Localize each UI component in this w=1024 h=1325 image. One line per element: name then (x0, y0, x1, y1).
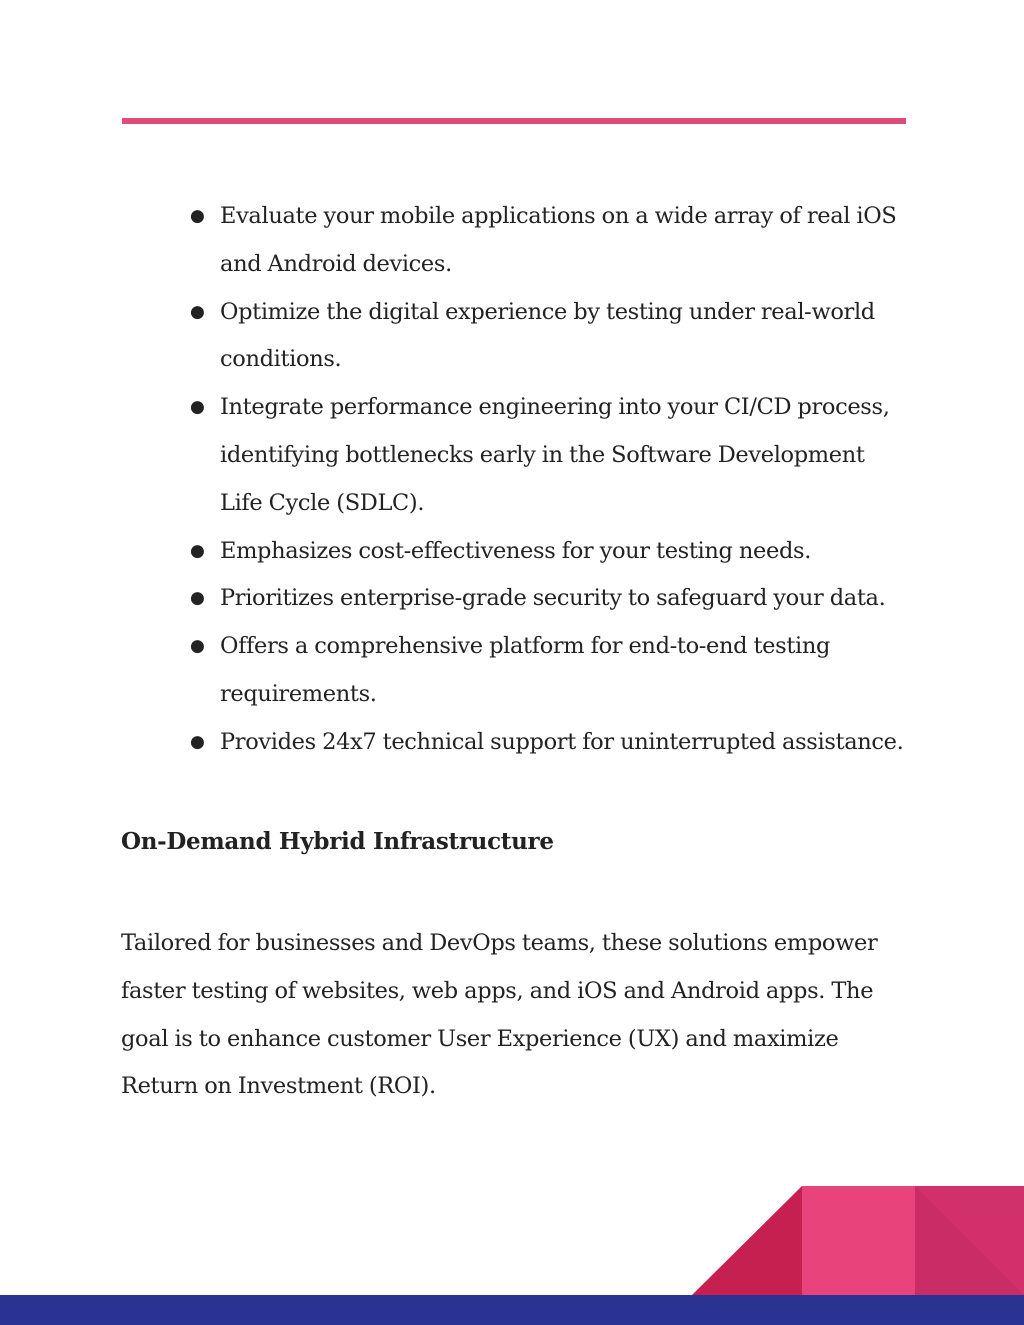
list-item-text: Prioritizes enterprise-grade security to safeguard your data. (220, 585, 886, 612)
bullet-icon: ● (190, 731, 205, 752)
section-heading: On-Demand Hybrid Infrastructure (121, 828, 554, 855)
list-item-text: Evaluate your mobile applications on a wide array of real iOS and Android devices. (220, 203, 897, 277)
top-accent-rule (122, 118, 906, 124)
list-item (190, 193, 910, 289)
list-item-text: Offers a comprehensive platform for end-to-end testing requirements. (220, 633, 831, 707)
bullet-icon: ● (190, 636, 205, 657)
pink-panel-shape (802, 1186, 915, 1295)
bullet-icon: ● (190, 397, 205, 418)
list-item (190, 384, 910, 527)
list-item (190, 575, 910, 623)
list-item-text: Emphasizes cost-effectiveness for your testing needs. (220, 537, 812, 564)
bullet-icon: ● (190, 301, 205, 322)
bullet-icon: ● (190, 588, 205, 609)
feature-bullet-list (190, 193, 910, 767)
list-item (190, 289, 910, 385)
bullet-icon: ● (190, 206, 205, 226)
section-paragraph: Tailored for businesses and DevOps teams, these solutions empower faster testing of websites, web apps, and iOS and Android apps. The goal is to enhance customer User Experience (UX) and maximize Return on Investment (ROI). (121, 930, 878, 1100)
list-item-text: Optimize the digital experience by testing under real-world conditions. (220, 298, 875, 373)
list-item (190, 528, 910, 576)
pink-shadow-shape (915, 1186, 1024, 1295)
pink-panel-right-shape (915, 1186, 1024, 1295)
list-item-text: Integrate performance engineering into your CI/CD process, identifying bottlenecks early in the Software Development Life Cycle (SDLC). (220, 394, 890, 516)
list-item (190, 719, 910, 767)
list-item (190, 623, 910, 719)
footer-band (0, 1295, 1024, 1325)
bullet-icon: ● (190, 540, 205, 561)
crimson-triangle-shape (692, 1186, 802, 1295)
list-item-text: Provides 24x7 technical support for uninterrupted assistance. (220, 728, 904, 755)
